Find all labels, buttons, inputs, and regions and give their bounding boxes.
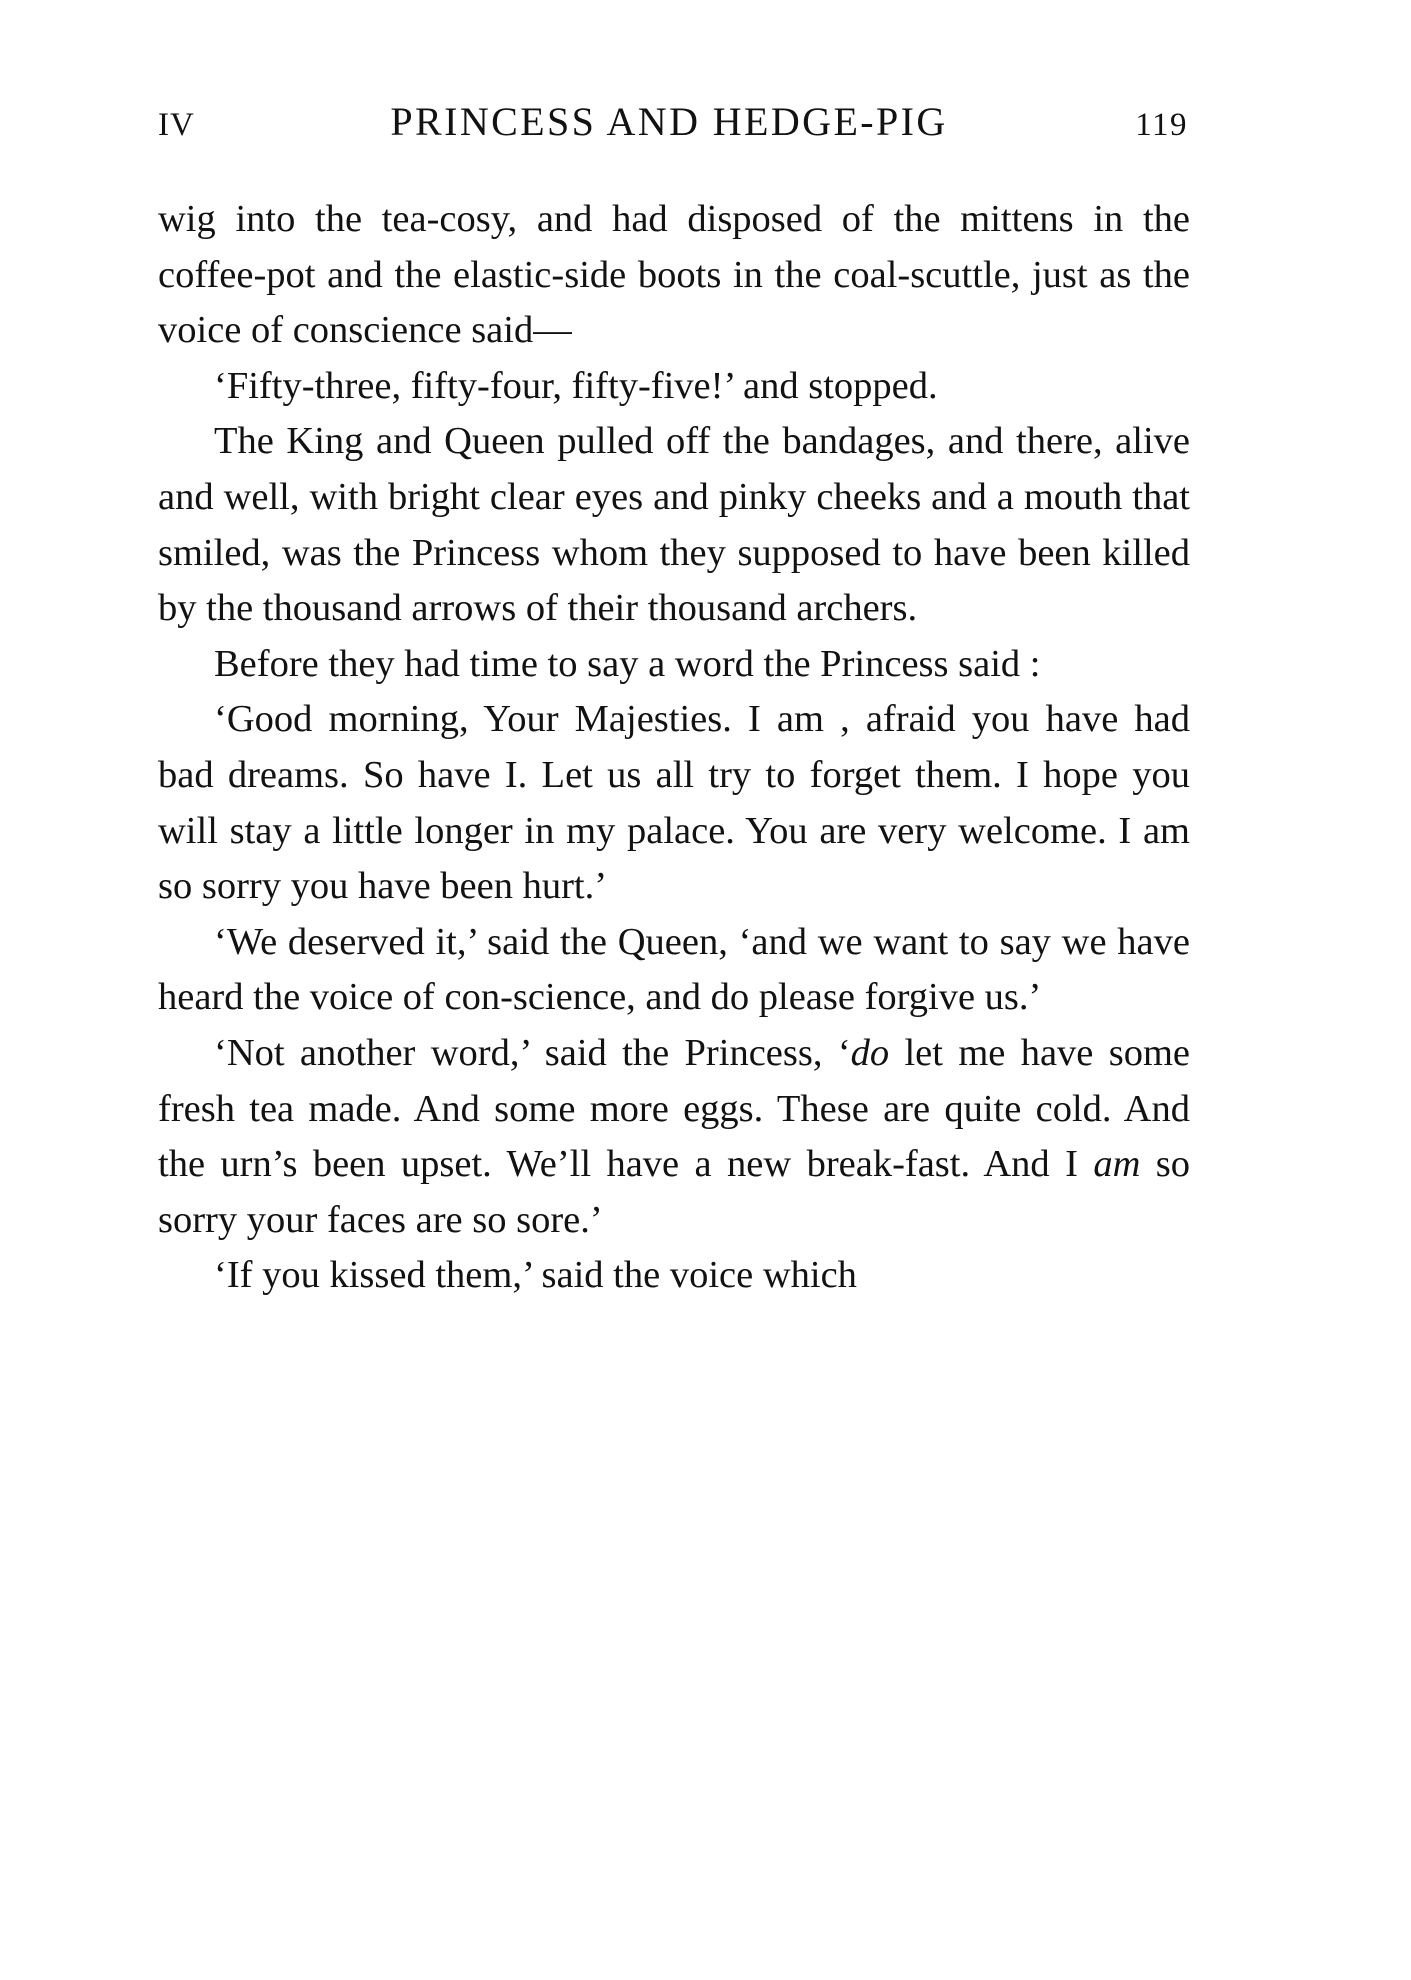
- paragraph: The King and Queen pulled off the bandages, and there, alive and well, with bright clear eyes and pinky cheeks and a mouth that smiled, was the Princess whom they supposed to have been killed by the thousand arrows of their thousand archers.: [158, 420, 1190, 630]
- page-title: PRINCESS AND HEDGE-PIG: [390, 99, 948, 144]
- paragraph: wig into the tea-cosy, and had disposed of the mittens in the coffee-pot and the elastic-side boots in the coal-scuttle, just as the voice of conscience said—: [158, 198, 1190, 352]
- paragraph: ‘We deserved it,’ said the Queen, ‘and we want to say we have heard the voice of con-science, and do please forgive us.’: [158, 920, 1190, 1019]
- paragraph-rich: ‘Not another word,’ said the Princess, ‘do let me have some fresh tea made. And some more eggs. These are quite cold. And the urn’s been upset. We’ll have a new break-fast. And I am so sorry your faces are so sore.’: [158, 1031, 1191, 1241]
- body-text: [158, 192, 1190, 1304]
- paragraph: ‘Good morning, Your Majesties. I am , afraid you have had bad dreams. So have I. Let us all try to forget them. I hope you will stay a little longer in my palace. You are very welcome. I am so sorry you have been hurt.’: [158, 698, 1190, 908]
- paragraph: ‘If you kissed them,’ said the voice which: [214, 1254, 857, 1297]
- paragraph: Before they had time to say a word the Princess said :: [214, 642, 1041, 685]
- chapter-number: IV: [158, 107, 195, 143]
- running-head: [158, 98, 1188, 145]
- page-number: 119: [1135, 107, 1188, 143]
- paragraph: ‘Fifty-three, fifty-four, fifty-five!’ and stopped.: [214, 364, 938, 407]
